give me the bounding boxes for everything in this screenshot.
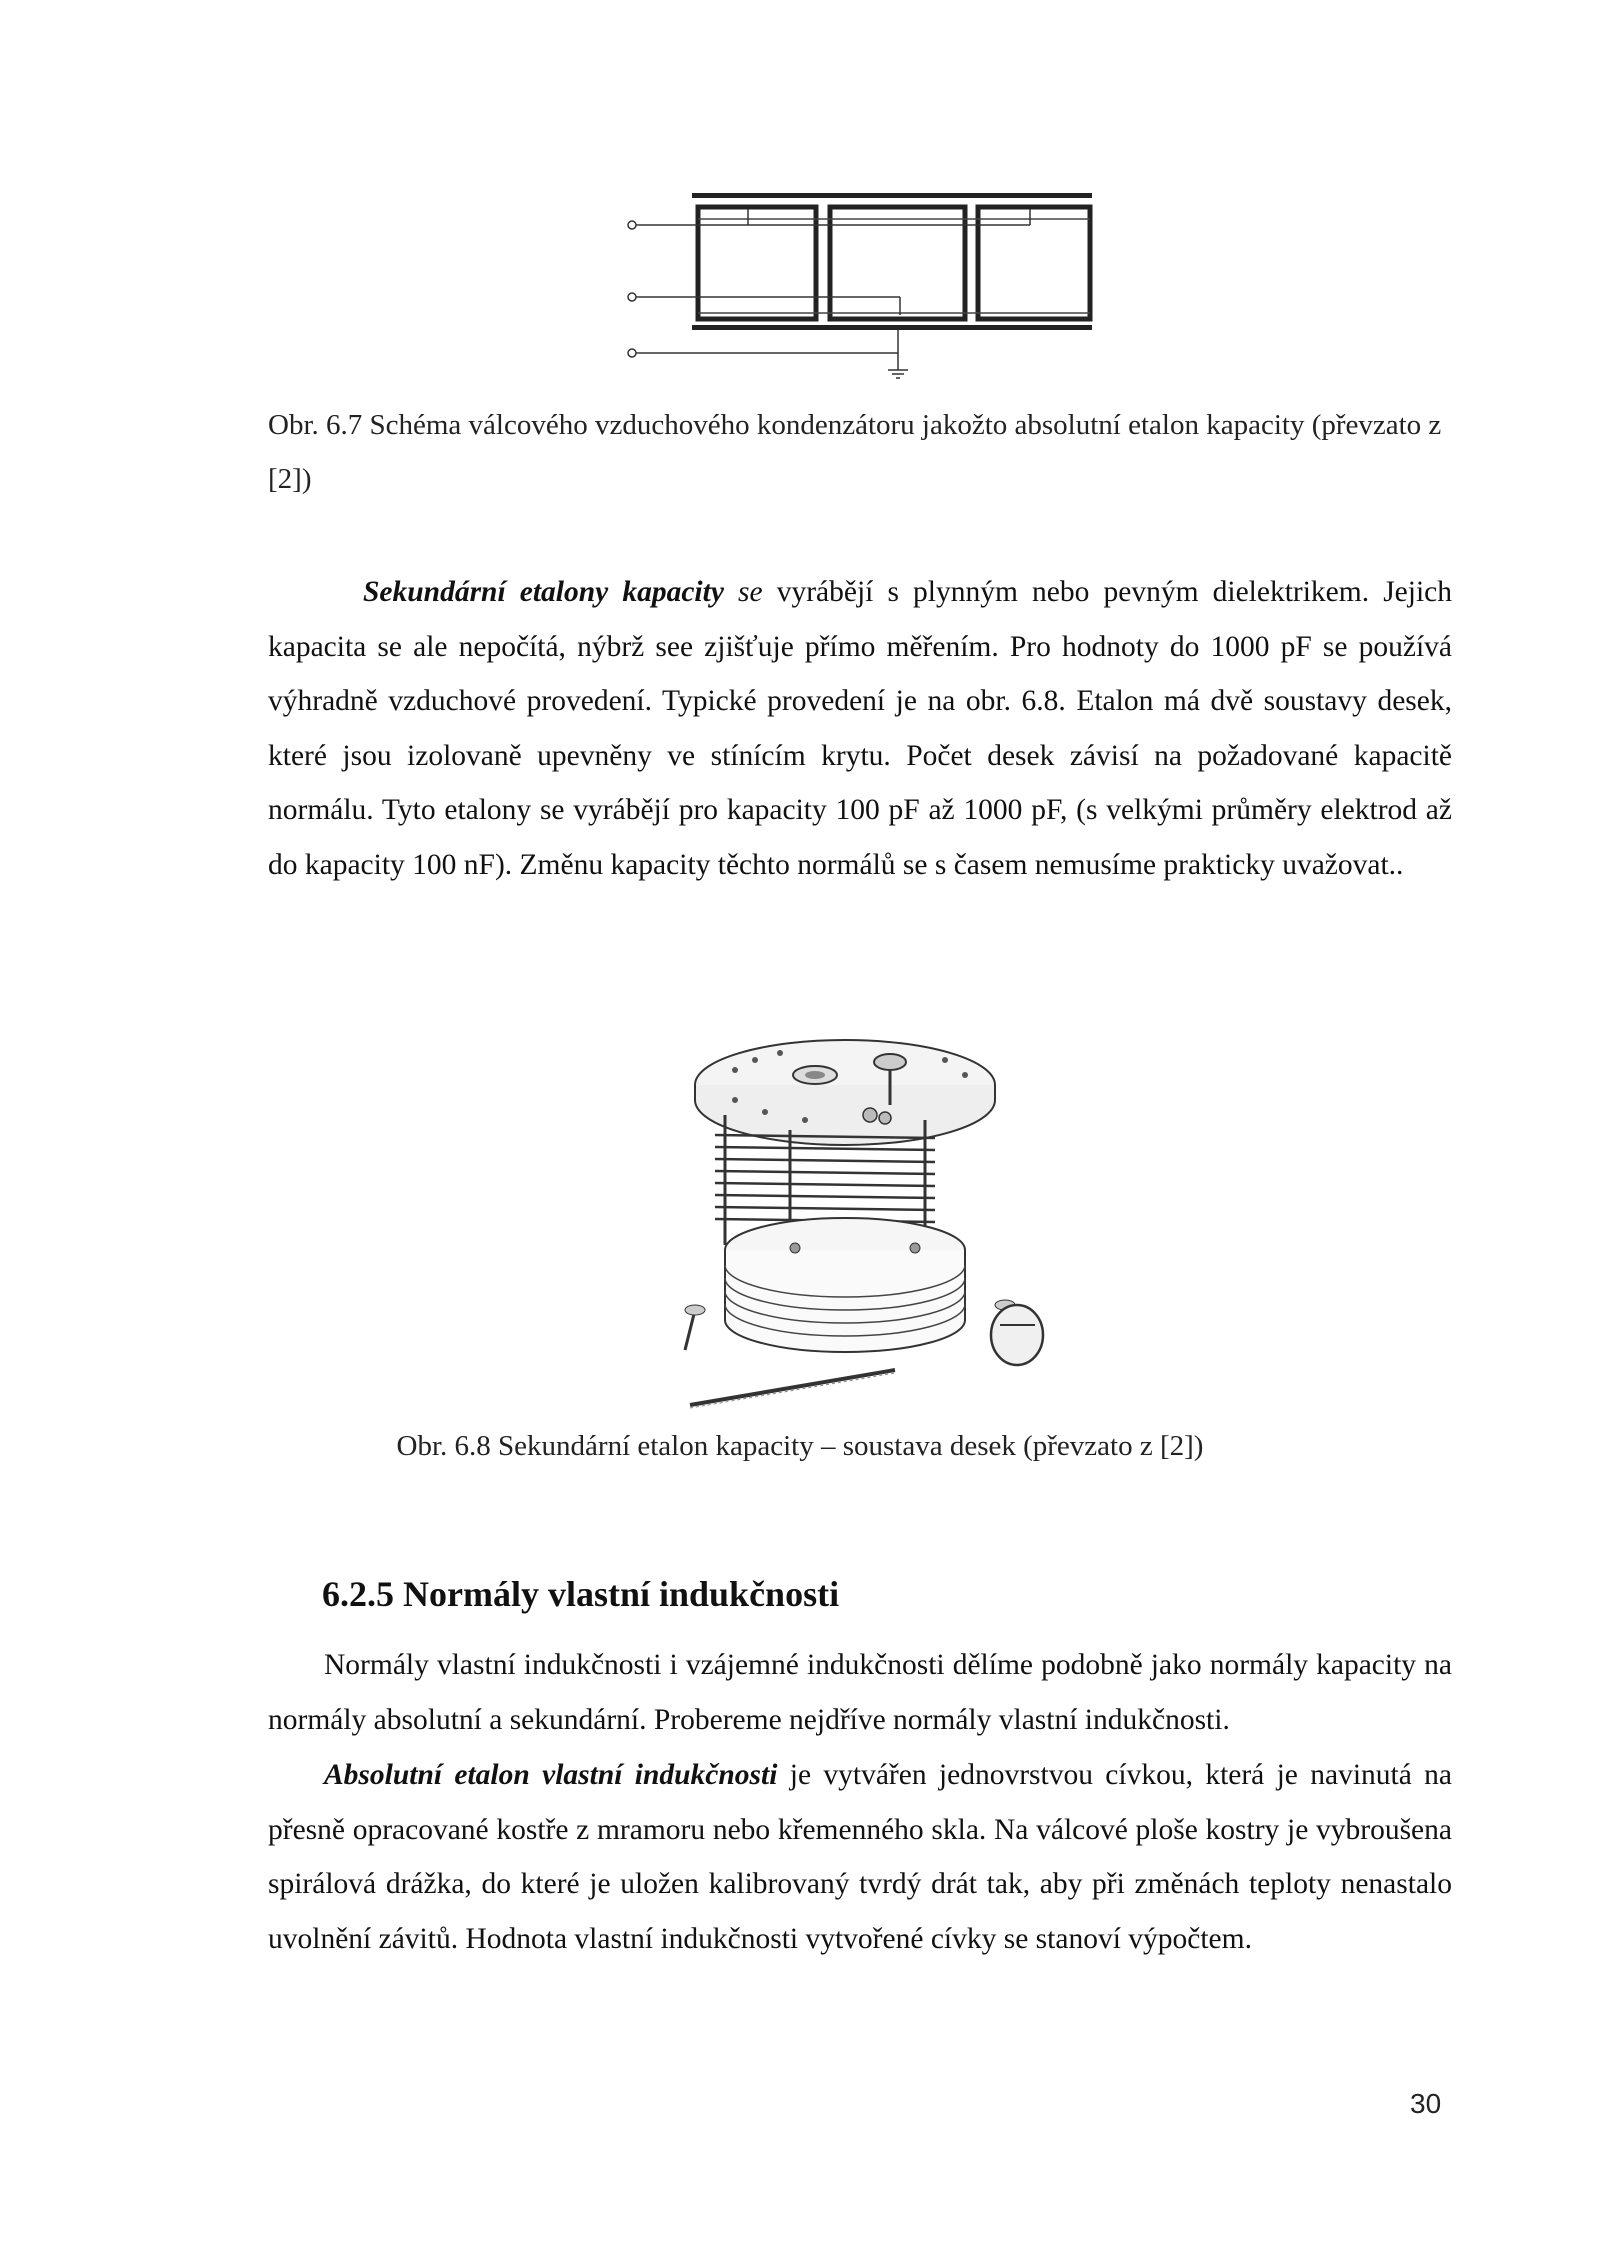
page-number: 30 [1410, 2088, 1442, 2119]
paragraph-body: je vytvářen jednovrstvou cívkou, která je navinutá na přesně opracované kostře z mramoru nebo křemenného skla. Na válcové ploše kostry je vybroušena spirálová drážka, do které je uložen kalibrovaný tvrdý drát tak, aby při změnách teploty nenastalo uvolnění závitů. Hodnota vlastní indukčnosti vytvořené cívky se stanoví výpočtem. [268, 1759, 1452, 1955]
figure-6-8-caption: Obr. 6.8 Sekundární etalon kapacity – soustava desek (převzato z [2]) [396, 1430, 1204, 1462]
section-heading: 6.2.5 Normály vlastní indukčnosti [322, 1574, 840, 1614]
capacitor-schematic-drawing [620, 185, 1100, 385]
paragraph-body: vyrábějí s plynným nebo pevným dielektrikem. Jejich kapacita se ale nepočítá, nýbrž see zjišťuje přímo měřením. Pro hodnoty do 1000 pF se používá výhradně vzduchové provedení. Typické provedení je na obr. 6.8. Etalon má dvě soustavy desek, které jsou izolovaně upevněny ve stínícím krytu. Počet desek závisí na požadované kapacitě normálu. Tyto etalony se vyrábějí pro kapacity 100 pF až 1000 pF, (s velkými průměry elektrod až do kapacity 100 nF). Změnu kapacity těchto normálů se s časem nemusíme prakticky uvažovat.. [268, 576, 1452, 881]
term-absolute-inductance-standard: Absolutní etalon vlastní indukčnosti [324, 1759, 778, 1791]
figure-capacitor-plate-assembly [675, 1020, 1075, 1415]
figure-cylindrical-capacitor-schematic [620, 185, 1100, 385]
figure-6-7-caption: Obr. 6.7 Schéma válcového vzduchového kondenzátoru jakožto absolutní etalon kapacity (převzato z [2]) [268, 409, 1442, 495]
term-secondary-standards: Sekundární etalony kapacity [363, 576, 724, 608]
paragraph-absolute-inductance-standard [268, 1748, 1452, 1966]
term-suffix: se [723, 576, 763, 608]
paragraph-inductance-standards-intro: Normály vlastní indukčnosti i vzájemné indukčnosti dělíme podobně jako normály kapacity na normály absolutní a sekundární. Probereme nejdříve normály vlastní indukčnosti. [268, 1649, 1452, 1736]
paragraph-secondary-capacitance-standards [268, 565, 1452, 892]
plate-assembly-drawing [675, 1020, 1075, 1415]
